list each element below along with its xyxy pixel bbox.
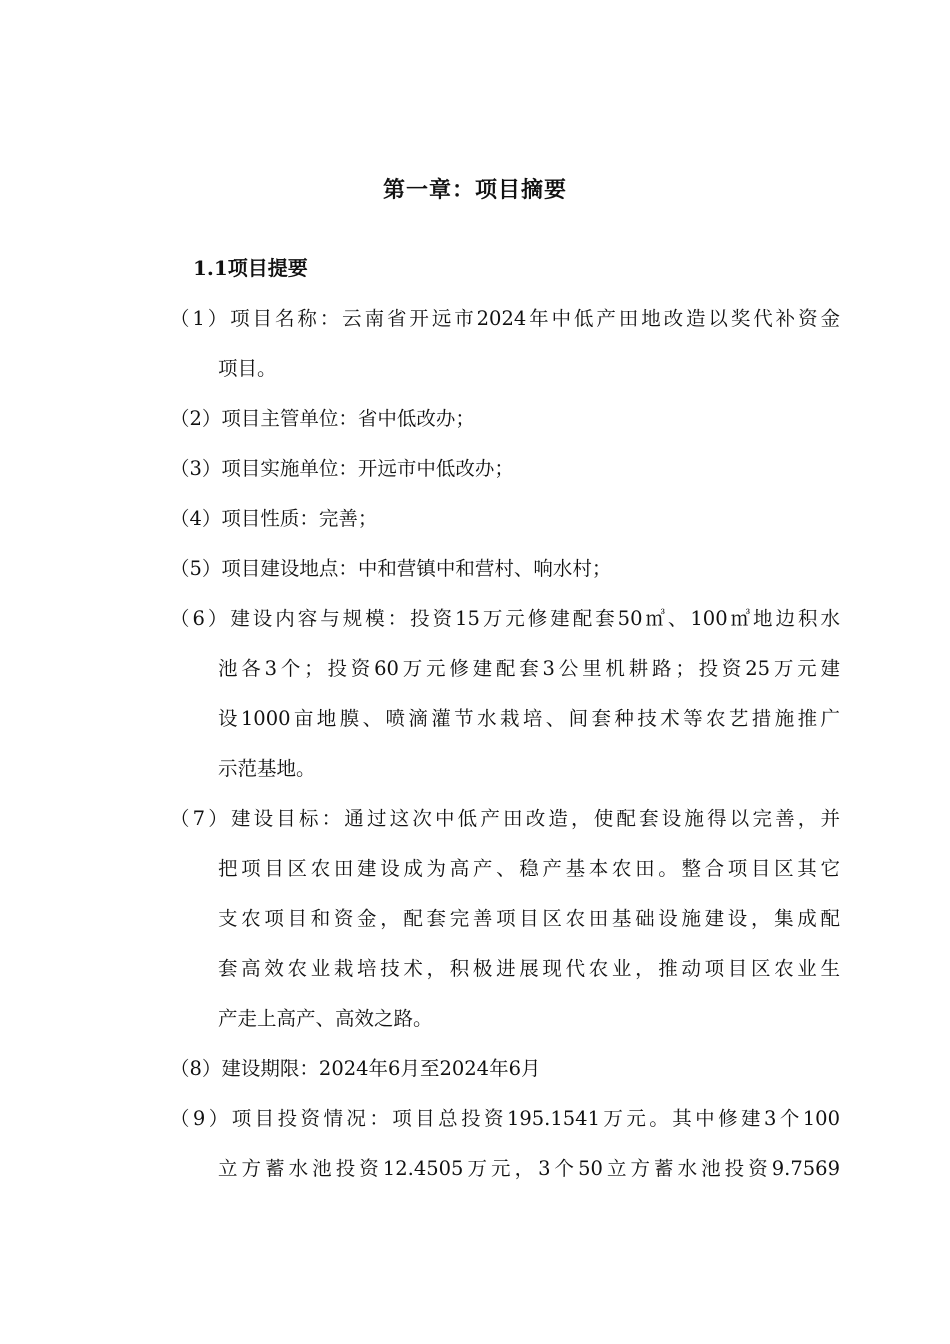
item-text: 项目实施单位：开远市中低改办； [221,457,514,480]
item-line [170,294,840,344]
item-number: （7） [170,807,231,830]
list-item-1 [170,294,840,394]
item-line [170,794,840,844]
section-title: 1.1项目提要 [193,256,308,280]
item-line: 把项目区农田建设成为高产、稳产基本农田。整合项目区其它 [218,857,840,880]
item-line [170,394,840,444]
item-text: 建设期限：2024年6月至2024年6月 [221,1057,541,1080]
chapter-title: 第一章：项目摘要 [382,177,567,203]
item-line [170,1044,840,1094]
item-text: 项目投资情况：项目总投资195.1541万元。其中修建3个100 [231,1107,840,1130]
item-line: 产走上高产、高效之路。 [218,1007,433,1030]
item-number: （2） [170,407,222,430]
item-text: 建设内容与规模：投资15万元修建配套50㎥、100㎥地边积水 [230,607,840,630]
item-number: （5） [170,557,222,580]
list-item-7 [170,794,840,1044]
item-number: （4） [170,507,222,530]
list-item-4 [170,494,840,544]
list-item-3 [170,444,840,494]
item-line: 示范基地。 [218,757,316,780]
item-line: 套高效农业栽培技术，积极进展现代农业，推动项目区农业生 [218,957,840,980]
item-line [170,444,840,494]
item-number: （6） [170,607,231,630]
item-line: 项目。 [218,357,277,380]
item-line: 池各3个；投资60万元修建配套3公里机耕路；投资25万元建 [218,657,840,680]
item-text: 项目名称：云南省开远市2024年中低产田地改造以奖代补资金 [230,307,840,330]
list-item-8 [170,1044,840,1094]
item-line: 支农项目和资金，配套完善项目区农田基础设施建设，集成配 [218,907,840,930]
item-number: （8） [170,1057,222,1080]
item-text: 建设目标：通过这次中低产田改造，使配套设施得以完善，并 [230,807,840,830]
item-line: 设1000亩地膜、喷滴灌节水栽培、间套种技术等农艺措施推广 [218,707,840,730]
list-item-6 [170,594,840,794]
item-line [170,544,840,594]
item-line [170,494,840,544]
item-text: 项目主管单位：省中低改办； [221,407,475,430]
list-item-2 [170,394,840,444]
item-number: （9） [170,1107,232,1130]
list-item-5 [170,544,840,594]
item-number: （1） [170,307,231,330]
list-item-9 [170,1094,840,1194]
item-text: 项目性质：完善； [221,507,378,530]
item-text: 项目建设地点：中和营镇中和营村、响水村； [221,557,612,580]
item-line [170,1094,840,1144]
item-line [170,594,840,644]
item-number: （3） [170,457,222,480]
item-line: 立方蓄水池投资12.4505万元，3个50立方蓄水池投资9.7569 [218,1157,840,1180]
